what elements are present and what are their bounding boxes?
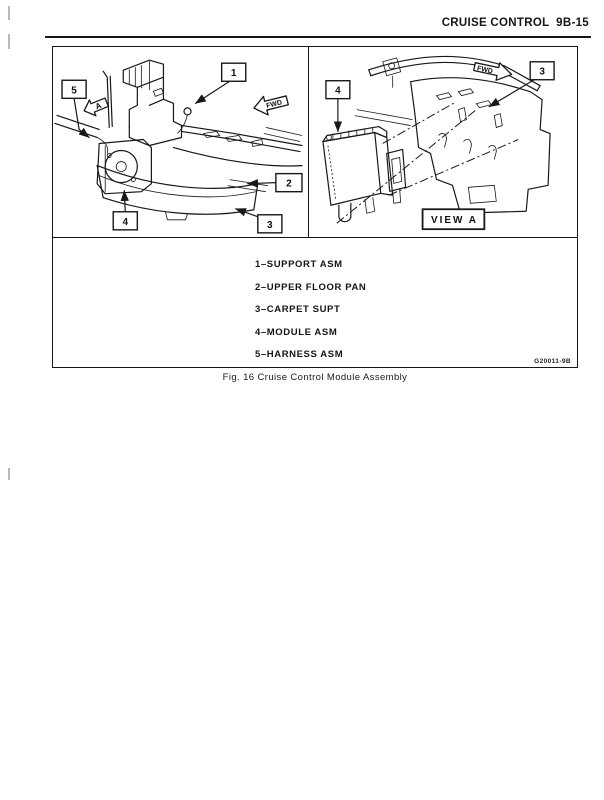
- svg-text:A: A: [93, 100, 103, 112]
- legend-item-5: 5–HARNESS ASM: [255, 349, 344, 360]
- module-asm-art: [323, 127, 406, 222]
- header-rule: [45, 36, 591, 38]
- leader-3-arrow: [236, 209, 261, 218]
- svg-text:3: 3: [539, 66, 545, 78]
- callout-1: [222, 63, 246, 81]
- harness-asm-art: [55, 115, 108, 153]
- svg-text:3: 3: [267, 219, 273, 231]
- support-asm-art: [103, 60, 191, 145]
- svg-text:4: 4: [122, 216, 129, 228]
- scan-artifact: [8, 468, 10, 480]
- legend-item-4: 4–MODULE ASM: [255, 326, 338, 338]
- svg-text:2: 2: [286, 178, 292, 190]
- module-asm-art: [97, 139, 151, 193]
- leader-1-arrow: [196, 81, 230, 103]
- callout-4: [326, 81, 350, 99]
- svg-text:4: 4: [335, 85, 341, 97]
- svg-text:VIEW A: VIEW A: [430, 215, 478, 227]
- legend-item-1: 1–SUPPORT ASM: [255, 259, 343, 270]
- view-a-detail-drawing: [309, 47, 577, 237]
- legend-item-3: 3–CARPET SUPT: [255, 304, 341, 315]
- drawing-number: G20011-9B: [534, 358, 571, 365]
- leader-3-arrow: [489, 80, 534, 107]
- page-header-title: CRUISE CONTROL 9B-15: [441, 17, 589, 29]
- callout-3: [530, 62, 554, 80]
- fwd-arrow-icon: [252, 91, 290, 118]
- floor-pan-assembly-drawing: [53, 47, 308, 237]
- svg-text:1: 1: [230, 68, 237, 80]
- view-a-label: [423, 209, 485, 229]
- leader-4-arrow: [124, 191, 125, 212]
- svg-text:5: 5: [71, 85, 77, 97]
- figure-box: [52, 46, 578, 368]
- svg-text:FWD: FWD: [265, 99, 283, 110]
- scan-artifact: [8, 6, 10, 20]
- callout-4: [113, 212, 137, 230]
- projection-lines: [337, 102, 518, 227]
- callout-3: [258, 215, 282, 233]
- callout-5: [62, 80, 86, 98]
- svg-text:FWD: FWD: [476, 65, 494, 76]
- scan-artifact: [8, 34, 10, 49]
- diagram-right-panel: [309, 47, 577, 237]
- diagram-left-panel: [53, 47, 309, 237]
- callout-2: [276, 174, 302, 192]
- leader-5: [74, 98, 79, 129]
- figure-panels: [53, 47, 577, 238]
- legend: [53, 238, 577, 360]
- legend-item-2: 2–UPPER FLOOR PAN: [255, 281, 367, 293]
- figure-caption: Fig. 16 Cruise Control Module Assembly: [222, 372, 408, 383]
- leader-5-arrow: [79, 129, 89, 137]
